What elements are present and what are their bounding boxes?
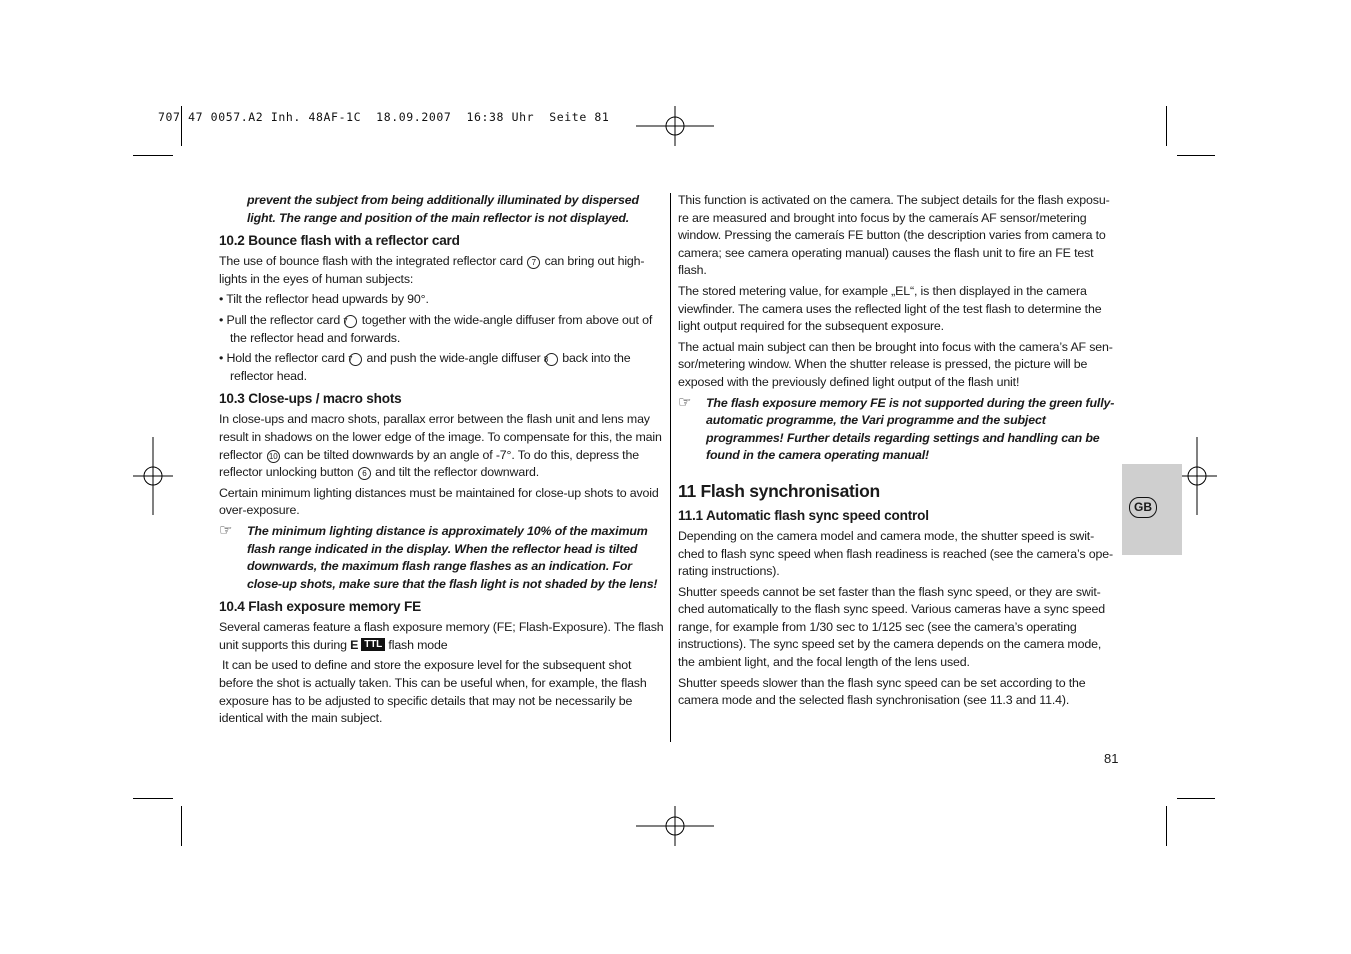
note-block <box>678 395 1120 465</box>
text: flash mode <box>388 637 448 652</box>
column-divider <box>670 193 671 742</box>
ref-number: 7 <box>344 315 357 328</box>
ref-number: 7 <box>349 353 362 366</box>
left-column <box>219 192 664 731</box>
pointing-hand-icon: ☞ <box>678 393 692 411</box>
intro-note: prevent the subject from being additionally illuminated by dispersed light. The range and position of the main reflector is not displayed. <box>247 193 639 225</box>
text: can bring out high-lights in the eyes of human subjects: <box>219 254 645 286</box>
text: • Hold the reflector card <box>219 351 345 366</box>
registration-mark-icon <box>636 106 714 146</box>
section-11-1-heading: 11.1 Automatic flash sync speed control <box>678 507 929 523</box>
bullet-item <box>219 312 664 347</box>
text: can be tilted downwards by an angle of -7°. To do this, depress the reflector unlocking button <box>219 447 639 480</box>
section-11-1-paragraph-3: Shutter speeds slower than the flash sync speed can be set according to the camera mode and the selected flash synchronisation (see 11.3 and 11.4). <box>678 675 1086 708</box>
ref-number: 10 <box>267 450 280 463</box>
ref-number: 7 <box>527 256 540 269</box>
right-column <box>678 192 1120 713</box>
registration-mark-icon <box>1177 437 1217 515</box>
note-text: The flash exposure memory FE is not supported during the green fully-automatic programme, the Vari programme and the subject programmes! Further details regarding settings and handling can be found in the camera operating manual! <box>706 395 1115 463</box>
pointing-hand-icon: ☞ <box>219 521 233 539</box>
bullet-item: • Tilt the reflector head upwards by 90°. <box>219 292 429 307</box>
text: and push the wide-angle diffuser <box>366 351 541 366</box>
section-10-2-heading: 10.2 Bounce flash with a reflector card <box>219 233 460 249</box>
crop-mark-top-right-v <box>1166 106 1167 146</box>
crop-mark-bottom-left-v <box>181 806 182 846</box>
print-slug: 707 47 0057.A2 Inh. 48AF-1C 18.09.2007 16:38 Uhr Seite 81 <box>158 110 610 124</box>
section-11-1-paragraph-2: Shutter speeds cannot be set faster than the flash sync speed, or they are swit-ched automatically to the flash sync speed. Various cameras have a sync speed range, for example from 1/30 sec to 1/125 sec (see the camera’s operating instructions). The sync speed set by the camera depends on the camera mode, the ambient light, and the focal length of the lens used. <box>678 584 1105 670</box>
ref-number: 6 <box>358 467 371 480</box>
crop-mark-top-left-h <box>133 155 173 156</box>
section-10-3-heading: 10.3 Close-ups / macro shots <box>219 391 402 407</box>
fe-paragraph-3: The actual main subject can then be brought into focus with the camera’s AF sen-sor/metering window. When the shutter release is pressed, the picture will be exposed with the previously defined light output of the flash unit! <box>678 339 1113 389</box>
flash-mode-letter: E <box>350 637 359 652</box>
registration-mark-icon <box>133 437 173 515</box>
section-10-4-paragraph-2: It can be used to define and store the exposure level for the subsequent shot before the shot is actually taken. This can be useful when, for example, the flash exposure has to be adjusted to specific details that may not be necessarily be identical with the main subject. <box>219 658 647 726</box>
text: Several cameras feature a flash exposure memory (FE; Flash-Exposure). The flash unit supports this during <box>219 620 664 652</box>
section-10-3-paragraph <box>219 411 664 481</box>
registration-mark-icon <box>636 806 714 846</box>
crop-mark-bottom-left-h <box>133 798 173 799</box>
crop-mark-bottom-right-h <box>1177 798 1215 799</box>
text: together with the wide-angle diffuser from above out of the reflector head and forwards. <box>230 312 653 345</box>
fe-paragraph-1: This function is activated on the camera. The subject details for the flash exposu-re are measured and brought into focus by the cameraís AF sensor/metering window. Pressing the cameraís FE button (the description varies from camera to camera; see camera operating manual) causes the flash unit to fire an FE test flash. <box>678 193 1110 278</box>
note-block <box>219 523 664 593</box>
language-badge: GB <box>1129 497 1157 518</box>
crop-mark-top-right-h <box>1177 155 1215 156</box>
text: In close-ups and macro shots, parallax error between the flash unit and lens may result in shadows on the lower edge of the image. To compensate for this, the main reflector <box>219 412 662 462</box>
crop-mark-bottom-right-v <box>1166 806 1167 846</box>
section-11-heading: 11 Flash synchronisation <box>678 480 880 501</box>
bullet-item <box>219 350 664 385</box>
text: back into the reflector head. <box>230 351 631 383</box>
note-text: The minimum lighting distance is approximately 10% of the maximum flash range indicated in the display. When the reflector head is tilted downwards, the maximum flash range flashes as an indication. For close-up shots, make sure that the flash light is not shaded by the lens! <box>247 523 658 591</box>
section-10-4-heading: 10.4 Flash exposure memory FE <box>219 599 421 615</box>
page-number: 81 <box>1104 751 1119 766</box>
text: • Pull the reflector card <box>219 312 341 327</box>
ref-number: 8 <box>545 353 558 366</box>
fe-paragraph-2: The stored metering value, for example „EL“, is then displayed in the camera viewfinder. The camera uses the reflected light of the test flash to determine the light output required for the subsequent exposure. <box>678 283 1102 334</box>
section-10-3-paragraph-2: Certain minimum lighting distances must be maintained for close-up shots to avoid over-exposure. <box>219 485 659 518</box>
section-10-4-paragraph <box>219 619 664 654</box>
text: and tilt the reflector downward. <box>375 465 540 480</box>
ttl-badge: TTL <box>361 638 385 651</box>
section-10-2-paragraph <box>219 253 664 288</box>
section-11-1-paragraph-1: Depending on the camera model and camera mode, the shutter speed is swit-ched to flash sync speed when flash readiness is reached (see the camera’s ope-rating instructions). <box>678 528 1113 579</box>
text: The use of bounce flash with the integrated reflector card <box>219 254 524 269</box>
